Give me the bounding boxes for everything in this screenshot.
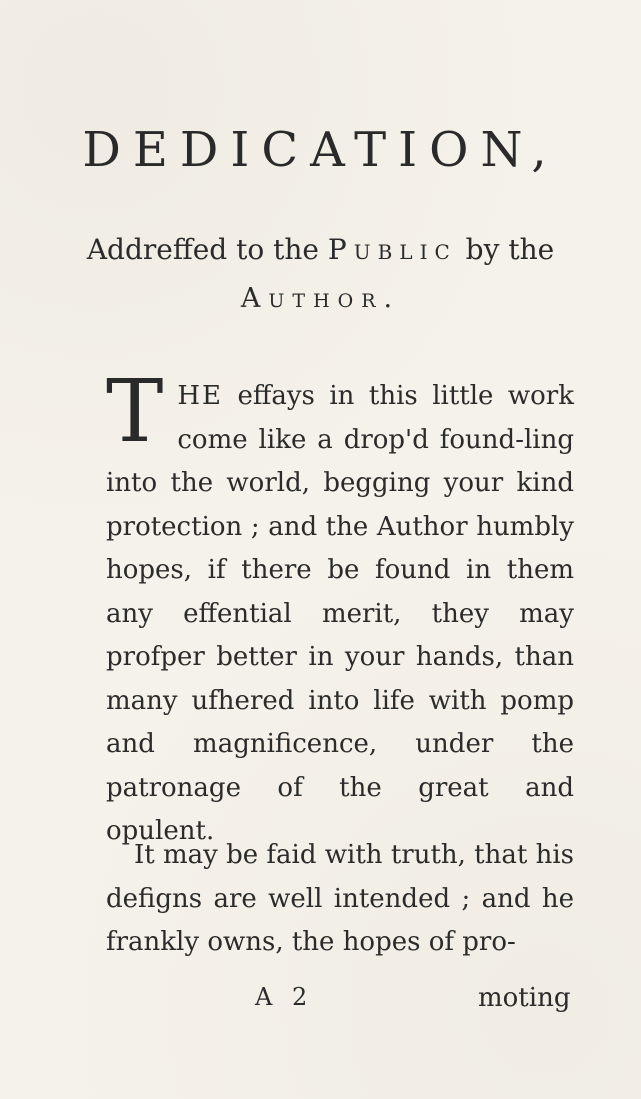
author-line: Author. bbox=[240, 283, 401, 314]
addressed-line-end: by the bbox=[456, 233, 555, 266]
catchword: moting bbox=[478, 983, 571, 1013]
paragraph-2-text: It may be faid with truth, that his defigns are well intended ; and he frankly owns, the hopes of pro- bbox=[106, 840, 574, 957]
first-word: HE bbox=[177, 381, 224, 411]
drop-cap: T bbox=[106, 362, 164, 462]
signature-mark: A 2 bbox=[255, 983, 314, 1011]
addressed-line-start: Addreffed to the bbox=[86, 233, 328, 266]
paragraph-1 bbox=[106, 362, 574, 854]
dedication-heading: DEDICATION, bbox=[82, 122, 559, 178]
paragraph-1-text: effays in this little work come like a drop'd found-ling into the world, begging your kind protection ; and the Author humbly hopes, if there be found in them any effential merit, they may profper better in your hands, than many ufhered into life with pomp and magnificence, under the patronage of the great and opulent. bbox=[106, 381, 574, 846]
addressed-line bbox=[0, 233, 641, 266]
public-word: Public bbox=[327, 233, 457, 266]
paragraph-2 bbox=[106, 834, 574, 965]
